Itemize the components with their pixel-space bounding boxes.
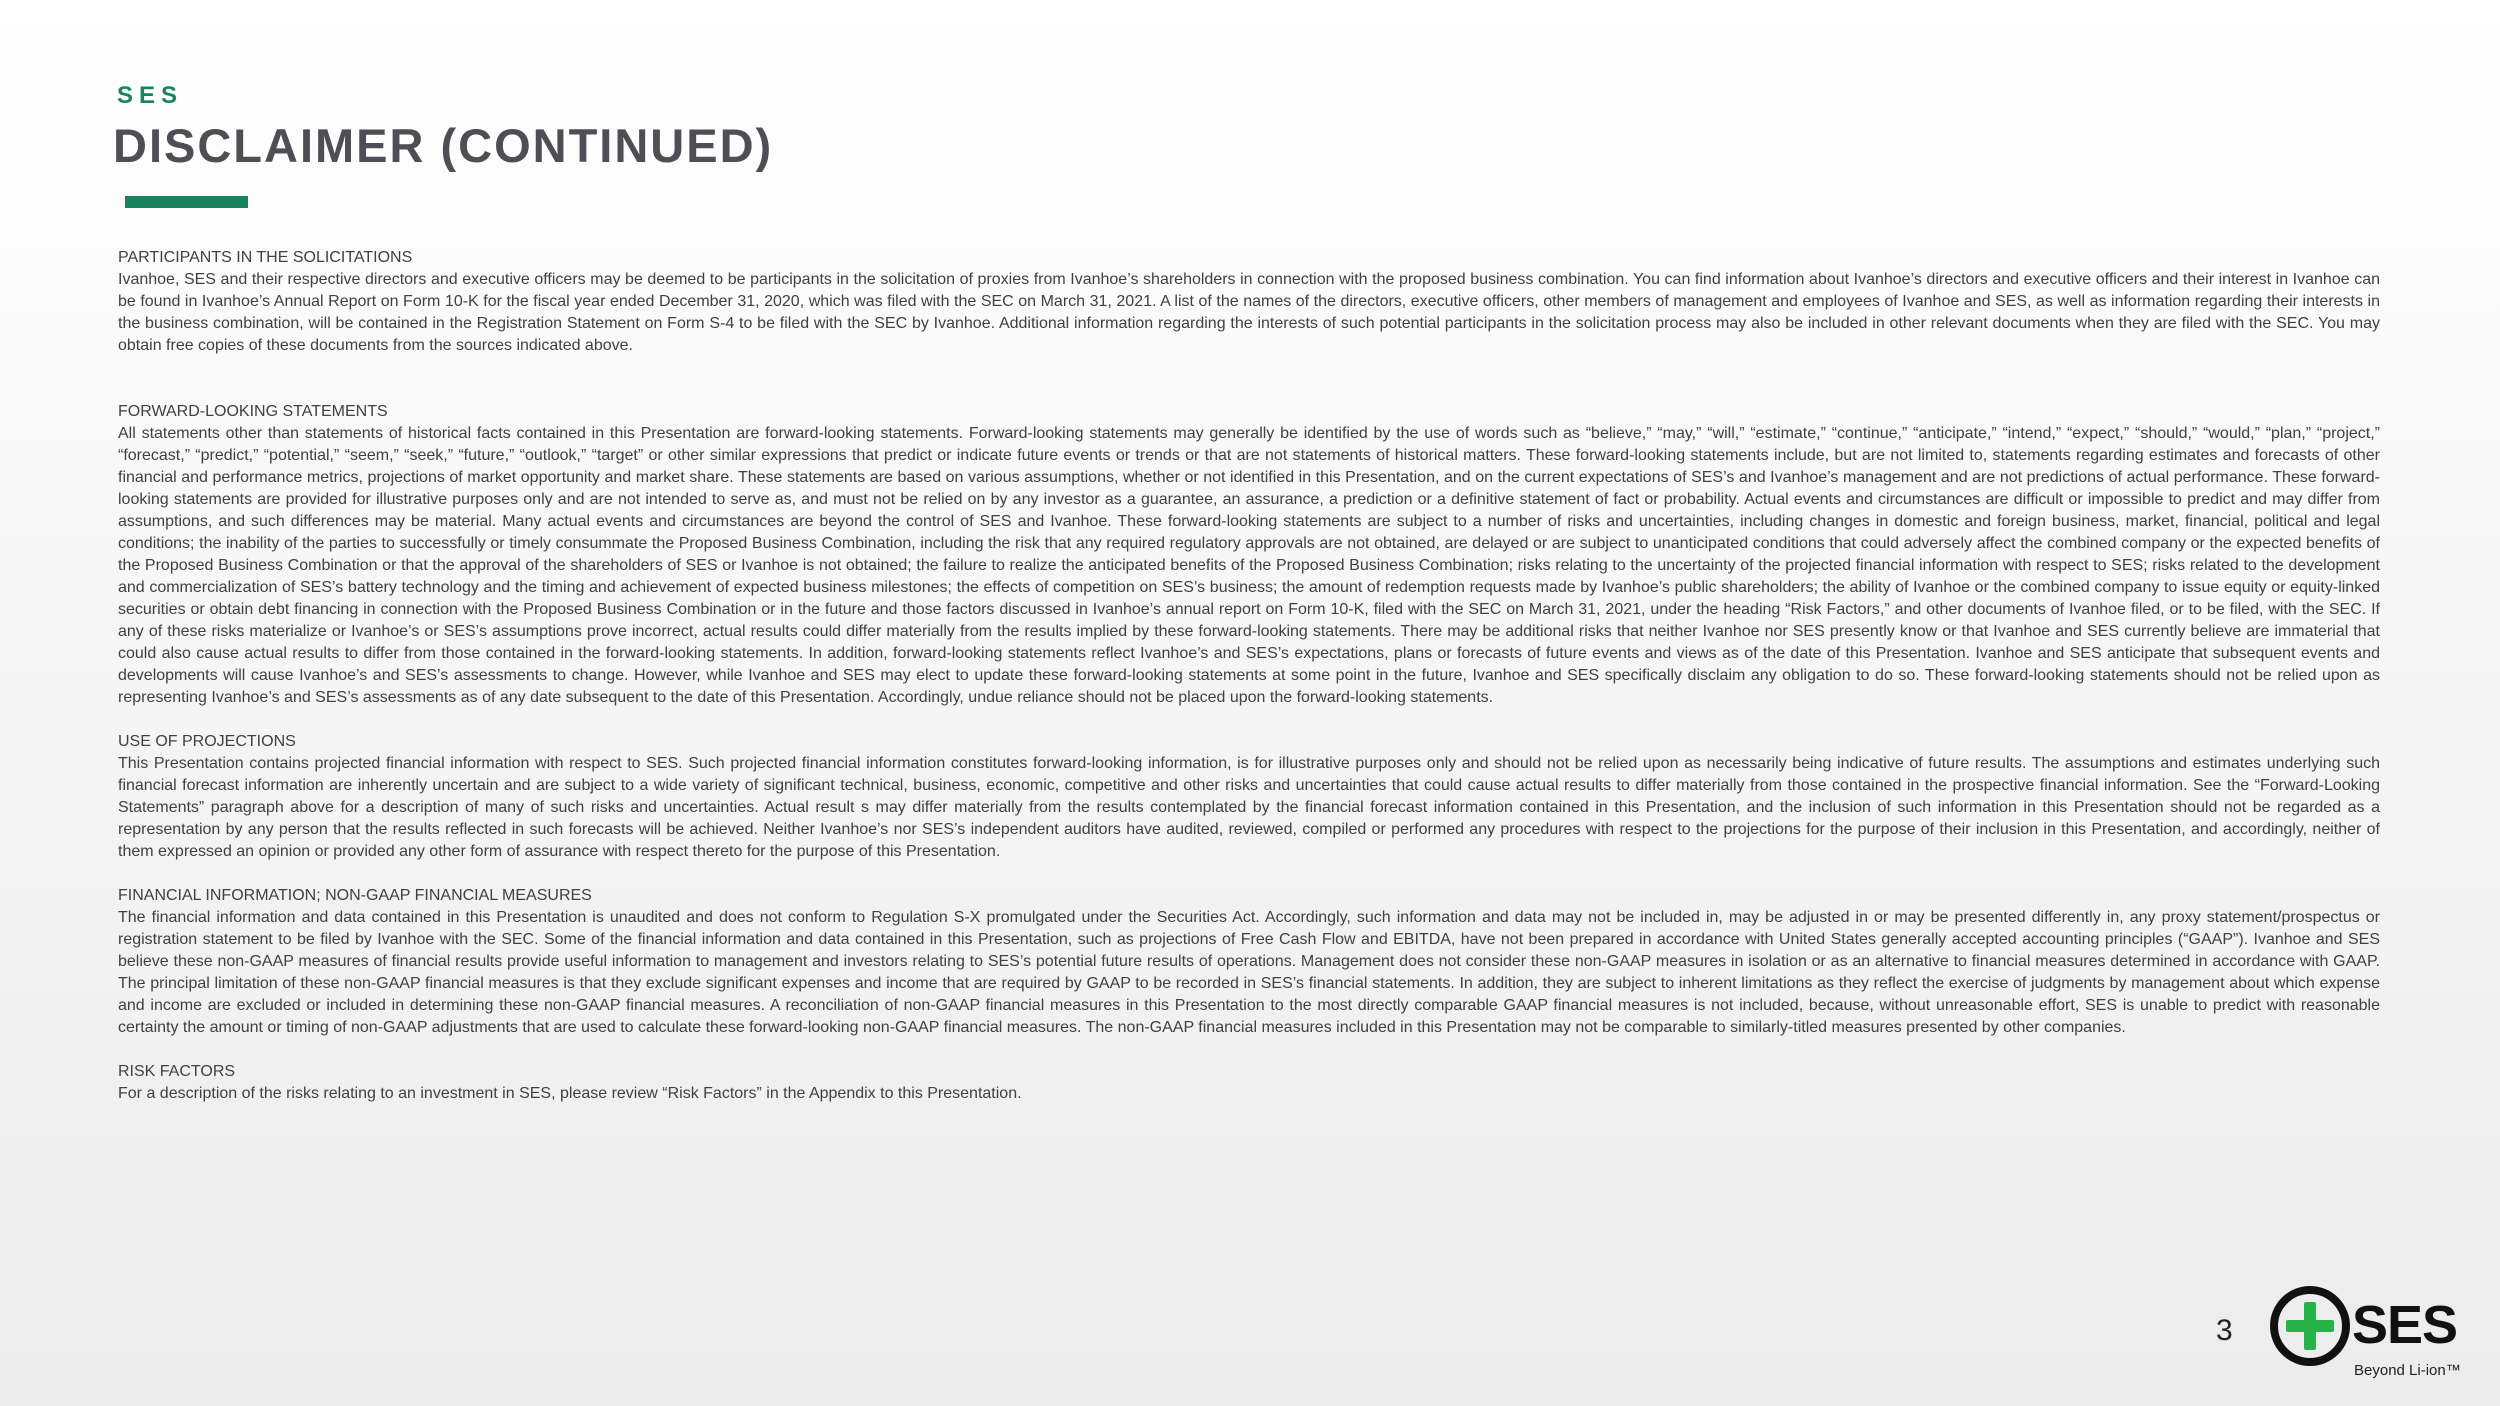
section-forward-looking [118, 401, 2380, 709]
section-body: The financial information and data contained in this Presentation is unaudited and does not conform to Regulation S-X promulgated under the Securities Act. Accordingly, such information and data may not be included in, may be adjusted in or may be presented differently in, any proxy statement/prospectus or registration statement to be filed by Ivanhoe with the SEC. Some of the financial information and data contained in this Presentation, such as projections of Free Cash Flow and EBITDA, have not been prepared in accordance with United States generally accepted accounting principles (“GAAP”). Ivanhoe and SES believe these non-GAAP measures of financial results provide useful information to management and investors relating to SES’s potential future results of operations. Management does not consider these non-GAAP measures in isolation or as an alternative to financial measures determined in accordance with GAAP. The principal limitation of these non-GAAP financial measures is that they exclude significant expenses and income that are required by GAAP to be recorded in SES’s financial statements. In addition, they are subject to inherent limitations as they reflect the exercise of judgments by management about which expense and income are excluded or included in determining these non-GAAP financial measures. A reconciliation of non-GAAP financial measures in this Presentation to the most directly comparable GAAP financial measures is not included, because, without unreasonable effort, SES is unable to predict with reasonable certainty the amount or timing of non-GAAP adjustments that are used to calculate these forward-looking non-GAAP financial measures. The non-GAAP financial measures included in this Presentation may not be comparable to similarly-titled measures presented by other companies. [118, 909, 2380, 1036]
section-body: This Presentation contains projected financial information with respect to SES. Such projected financial information constitutes forward-looking information, is for illustrative purposes only and should not be relied upon as necessarily being indicative of future results. The assumptions and estimates underlying such financial forecast information are inherently uncertain and are subject to a wide variety of significant technical, business, economic, competitive and other risks and uncertainties that could cause actual results to differ materially from those contained in the prospective financial information. See the “Forward-Looking Statements” paragraph above for a description of many of such risks and uncertainties. Actual result s may differ materially from the results contemplated by the financial forecast information contained in this Presentation, and the inclusion of such information in this Presentation should not be regarded as a representation by any person that the results reflected in such forecasts will be achieved. Neither Ivanhoe’s nor SES’s independent auditors have audited, reviewed, compiled or performed any procedures with respect to the projections for the purpose of their inclusion in this Presentation, and accordingly, neither of them expressed an opinion or provided any other form of assurance with respect thereto for the purpose of this Presentation. [118, 755, 2380, 860]
section-body: All statements other than statements of historical facts contained in this Presentation are forward-looking statements. Forward-looking statements may generally be identified by the use of words such as “believe,” “may,” “will,” “estimate,” “continue,” “anticipate,” “intend,” “expect,” “should,” “would,” “plan,” “project,” “forecast,” “predict,” “potential,” “seem,” “seek,” “future,” “outlook,” “target” or other similar expressions that predict or indicate future events or trends or that are not statements of historical matters. These forward-looking statements include, but are not limited to, statements regarding estimates and forecasts of other financial and performance metrics, projections of market opportunity and market share. These statements are based on various assumptions, whether or not identified in this Presentation, and on the current expectations of SES’s and Ivanhoe’s management and are not predictions of actual performance. These forward-looking statements are provided for illustrative purposes only and are not intended to serve as, and must not be relied on by any investor as a guarantee, an assurance, a prediction or a definitive statement of fact or probability. Actual events and circumstances are difficult or impossible to predict and may differ from assumptions, and such differences may be material. Many actual events and circumstances are beyond the control of SES and Ivanhoe. These forward-looking statements are subject to a number of risks and uncertainties, including changes in domestic and foreign business, market, financial, political and legal conditions; the inability of the parties to successfully or timely consummate the Proposed Business Combination, including the risk that any required regulatory approvals are not obtained, are delayed or are subject to unanticipated conditions that could adversely affect the combined company or the expected benefits of the Proposed Business Combination or that the approval of the shareholders of SES or Ivanhoe is not obtained; the failure to realize the anticipated benefits of the Proposed Business Combination; risks relating to the uncertainty of the projected financial information with respect to SES; risks related to the development and commercialization of SES’s battery technology and the timing and achievement of expected business milestones; the effects of competition on SES’s business; the amount of redemption requests made by Ivanhoe’s public shareholders; the ability of Ivanhoe or the combined company to issue equity or equity-linked securities or obtain debt financing in connection with the Proposed Business Combination or in the future and those factors discussed in Ivanhoe’s annual report on Form 10-K, filed with the SEC on March 31, 2021, under the heading “Risk Factors,” and other documents of Ivanhoe filed, or to be filed, with the SEC. If any of these risks materialize or Ivanhoe’s or SES’s assumptions prove incorrect, actual results could differ materially from the results implied by these forward-looking statements. There may be additional risks that neither Ivanhoe nor SES presently know or that Ivanhoe and SES currently believe are immaterial that could also cause actual results to differ from those contained in the forward-looking statements. In addition, forward-looking statements reflect Ivanhoe’s and SES’s expectations, plans or forecasts of future events and views as of the date of this Presentation. Ivanhoe and SES anticipate that subsequent events and developments will cause Ivanhoe’s and SES’s assessments to change. However, while Ivanhoe and SES may elect to update these forward-looking statements at some point in the future, Ivanhoe and SES specifically disclaim any obligation to do so. These forward-looking statements should not be relied upon as representing Ivanhoe’s and SES’s assessments as of any date subsequent to the date of this Presentation. Accordingly, undue reliance should not be placed upon the forward-looking statements. [118, 425, 2380, 706]
eyebrow-label: SES [117, 82, 184, 109]
section-spacer [118, 709, 2380, 731]
logo-wordmark: SES [2352, 1295, 2458, 1355]
section-heading: PARTICIPANTS IN THE SOLICITATIONS [118, 249, 413, 266]
page-number: 3 [2216, 1314, 2233, 1347]
section-heading: FINANCIAL INFORMATION; NON-GAAP FINANCIAL MEASURES [118, 887, 592, 904]
title-underline [125, 196, 248, 208]
section-body: Ivanhoe, SES and their respective directors and executive officers may be deemed to be participants in the solicitation of proxies from Ivanhoe’s shareholders in connection with the proposed business combination. You can find information about Ivanhoe’s directors and executive officers and their interest in Ivanhoe can be found in Ivanhoe’s Annual Report on Form 10-K for the fiscal year ended December 31, 2020, which was filed with the SEC on March 31, 2021. A list of the names of the directors, executive officers, other members of management and employees of Ivanhoe and SES, as well as information regarding their interests in the business combination, will be contained in the Registration Statement on Form S-4 to be filed with the SEC by Ivanhoe. Additional information regarding the interests of such potential participants in the solicitation process may also be included in other relevant documents when they are filed with the SEC. You may obtain free copies of these documents from the sources indicated above. [118, 271, 2380, 354]
ses-logo [2268, 1284, 2468, 1384]
page-title: DISCLAIMER (CONTINUED) [113, 119, 774, 172]
section-risk-factors [118, 1061, 2380, 1105]
section-projections [118, 731, 2380, 863]
section-spacer [118, 357, 2380, 401]
ses-plus-icon [2268, 1284, 2352, 1368]
section-body: For a description of the risks relating to an investment in SES, please review “Risk Factors” in the Appendix to this Presentation. [118, 1085, 1022, 1102]
section-heading: FORWARD-LOOKING STATEMENTS [118, 403, 388, 420]
section-heading: RISK FACTORS [118, 1063, 236, 1080]
section-heading: USE OF PROJECTIONS [118, 733, 296, 750]
logo-tagline: Beyond Li-ion™ [2354, 1362, 2461, 1379]
section-participants [118, 247, 2380, 357]
section-non-gaap [118, 885, 2380, 1039]
disclaimer-content [118, 247, 2380, 1105]
section-spacer [118, 863, 2380, 885]
section-spacer [118, 1039, 2380, 1061]
